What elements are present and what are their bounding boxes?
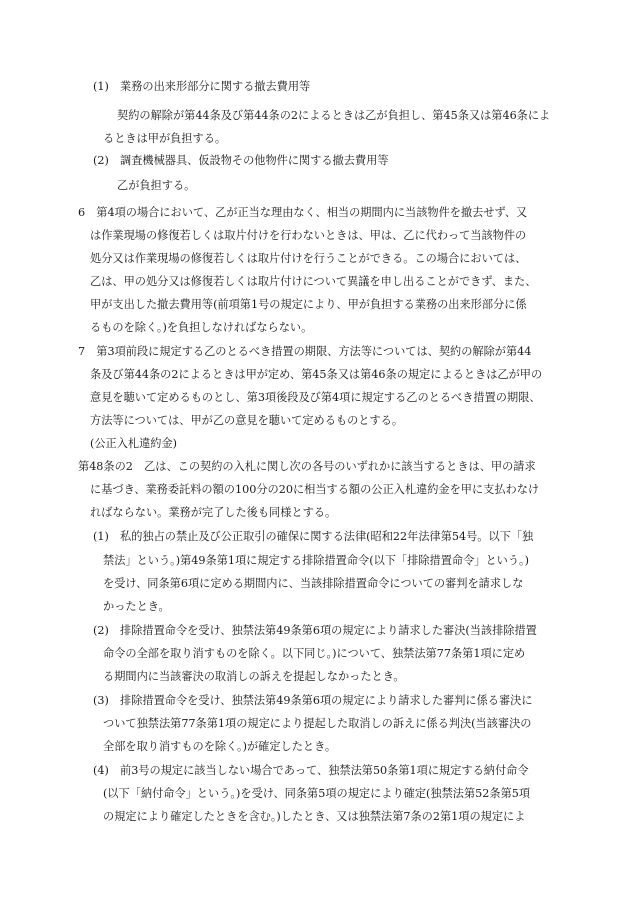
paragraph-line: は作業現場の修復若しくは取片付けを行わないときは、甲は、乙に代わって当該物件の: [90, 229, 527, 242]
paragraph-line: 方法等については、甲が乙の意見を聴いて定めるものとする。: [90, 414, 404, 427]
paragraph-line: を受け、同条第6項に定める期間内に、当該排除措置命令についての審判を請求しな: [103, 577, 524, 590]
paragraph-line: る期間内に当該審決の取消しの訴えを提起しなかったとき。: [103, 670, 405, 683]
paragraph-line: ればならない。業務が完了した後も同様とする。: [90, 506, 337, 519]
paragraph-line: 禁法」という。)第49条第1項に規定する排除措置命令(以下「排除措置命令」という。): [103, 554, 529, 567]
article-caption: (公正入札違約金): [90, 437, 178, 450]
item-2-heading: (2) 調査機械器具、仮設物その他物件に関する撤去費用等: [93, 154, 389, 167]
paragraph-line: 乙が負担する。: [117, 179, 196, 192]
paragraph-line: に基づき、業務委託料の額の100分の20に相当する額の公正入札違約金を甲に支払わなけ: [90, 483, 540, 496]
item-4-heading: (4) 前3号の規定に該当しない場合であって、独禁法第50条第1項に規定する納付命令: [93, 764, 529, 777]
paragraph-line: 意見を聴いて定めるものとし、第3項後段及び第4項に規定する乙のとるべき措置の期限、: [90, 391, 541, 404]
paragraph-line: るものを除く。)を負担しなければならない。: [90, 321, 313, 334]
paragraph-line: 甲が支出した撤去費用等(前項第1号の規定により、甲が負担する業務の出来形部分に係: [90, 298, 527, 311]
paragraph-line: 契約の解除が第44条及び第44条の2によるときは乙が負担し、第45条又は第46条によ: [117, 109, 551, 122]
paragraph-line: かったとき。: [103, 600, 170, 613]
item-2-heading: (2) 排除措置命令を受け、独禁法第49条第6項の規定により請求した審決(当該排除措置: [93, 624, 537, 637]
paragraph-line: ついて独禁法第77条第1項の規定により提起した取消しの訴えに係る判決(当該審決の: [103, 717, 532, 730]
article-48-2-line: 第48条の2 乙は、この契約の入札に関し次の各号のいずれかに該当するときは、甲の請求: [78, 460, 536, 473]
paragraph-line: (以下「納付命令」という。)を受け、同条第5項の規定により確定(独禁法第52条第5項: [103, 787, 531, 800]
paragraph-line: の規定により確定したときを含む。)したとき、又は独禁法第7条の2第1項の規定によ: [103, 810, 526, 823]
item-3-heading: (3) 排除措置命令を受け、独禁法第49条第6項の規定により請求した審判に係る審決に: [93, 694, 533, 707]
item-1-heading: (1) 私的独占の禁止及び公正取引の確保に関する法律(昭和22年法律第54号。以下「独: [93, 530, 534, 543]
paragraph-line: 乙は、甲の処分又は修復若しくは取片付けについて異議を申し出ることができず、また、: [90, 275, 537, 288]
paragraph-line: るときは甲が負担する。: [103, 132, 227, 145]
clause-6-line: 6 第4項の場合において、乙が正当な理由なく、相当の期間内に当該物件を撤去せず、又: [78, 206, 528, 219]
clause-7-line: 7 第3項前段に規定する乙のとるべき措置の期限、方法等については、契約の解除が第44: [78, 345, 532, 358]
paragraph-line: 処分又は作業現場の修復若しくは取片付けを行うことができる。この場合においては、: [90, 252, 527, 265]
paragraph-line: 条及び第44条の2によるときは甲が定め、第45条又は第46条の規定によるときは乙が甲の: [90, 368, 543, 381]
item-1-heading: (1) 業務の出来形部分に関する撤去費用等: [93, 80, 311, 93]
paragraph-line: 命令の全部を取り消すものを除く。以下同じ。)について、独禁法第77条第1項に定め: [103, 647, 526, 660]
paragraph-line: 全部を取り消すものを除く。)が確定したとき。: [103, 740, 337, 753]
